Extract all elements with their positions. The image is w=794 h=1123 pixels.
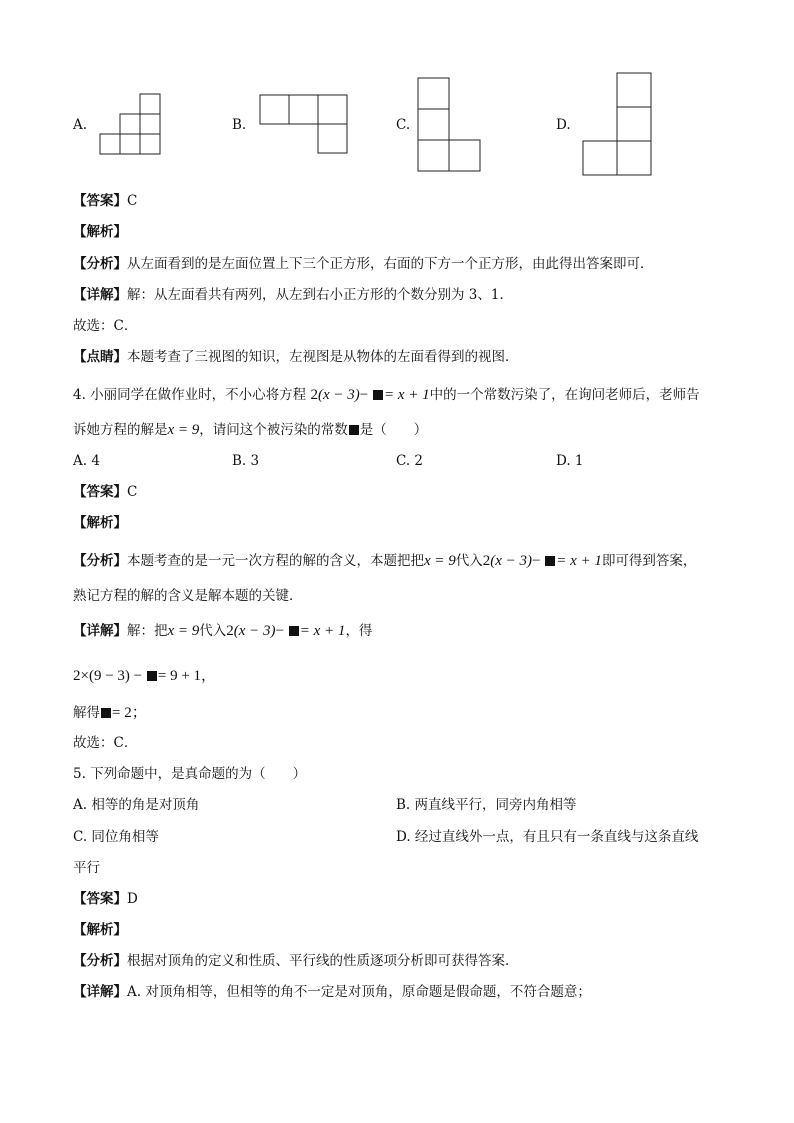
q4-option-b: B. 3 bbox=[232, 453, 260, 469]
q3-answer bbox=[73, 191, 137, 211]
q4-answer bbox=[73, 482, 137, 502]
ink-blot-icon bbox=[373, 390, 383, 400]
calc-expr: 2×(9 − 3) − bbox=[73, 668, 146, 684]
equation-paren: (x − 3) bbox=[233, 623, 276, 639]
xiangjie-text: 解：从左面看共有两列，从左到右小正方形的个数分别为 3、1． bbox=[127, 287, 513, 303]
answer-tag: 【答案】 bbox=[73, 484, 127, 500]
calc-result: = 9 + 1， bbox=[157, 668, 217, 684]
q3-xiangjie bbox=[73, 285, 513, 305]
q4-fenxi-line1 bbox=[73, 551, 696, 571]
option-d-label: D. bbox=[556, 117, 571, 133]
q4-stem-text-2: 中的一个常数污染了，在询问老师后，老师告 bbox=[429, 387, 700, 403]
q3-dianjing bbox=[73, 347, 519, 367]
fenxi-tag: 【分析】 bbox=[73, 553, 127, 569]
q4-fenxi-line2: 熟记方程的解的含义是解本题的关键． bbox=[73, 588, 303, 604]
equation-minus: − bbox=[359, 387, 372, 403]
equation-paren: (x − 3) bbox=[490, 553, 533, 569]
answer-tag: 【答案】 bbox=[73, 193, 127, 209]
q5-stem: 5. 下列命题中，是真命题的为（ ） bbox=[73, 766, 307, 782]
answer-value: C bbox=[127, 193, 138, 209]
xiangjie-tag: 【详解】 bbox=[73, 287, 127, 303]
q5-answer bbox=[73, 889, 138, 909]
dianjing-tag: 【点睛】 bbox=[73, 349, 127, 365]
equation-rhs: = x + 1 bbox=[556, 553, 602, 569]
q4-analysis-heading: 【解析】 bbox=[73, 515, 127, 531]
answer-value: C bbox=[127, 484, 138, 500]
xiangjie-tag: 【详解】 bbox=[73, 984, 127, 1000]
equation-rhs: = x + 1 bbox=[299, 623, 346, 639]
figure-option-d bbox=[581, 71, 653, 179]
q4-stem-text-3: 诉她方程的解是 bbox=[73, 422, 168, 438]
q4-calc bbox=[73, 666, 216, 686]
q5-fenxi bbox=[73, 951, 519, 971]
jiede-value: = 2； bbox=[112, 705, 147, 721]
q3-choice: 故选：C． bbox=[73, 318, 138, 334]
ink-blot-icon bbox=[147, 671, 157, 681]
answer-tag: 【答案】 bbox=[73, 891, 127, 907]
figure-option-c bbox=[416, 76, 482, 172]
fenxi-tag: 【分析】 bbox=[73, 953, 127, 969]
equation-paren: (x − 3) bbox=[317, 387, 360, 403]
ink-blot-icon bbox=[349, 425, 359, 435]
q4-jiede bbox=[73, 703, 147, 723]
fenxi-tag: 【分析】 bbox=[73, 256, 127, 272]
fenxi-text: 从左面看到的是左面位置上下三个正方形，右面的下方一个正方形，由此得出答案即可． bbox=[127, 256, 654, 272]
equation-coef: 2 bbox=[226, 623, 234, 639]
q3-fenxi bbox=[73, 254, 654, 274]
xiangjie-text-2: 代入 bbox=[199, 623, 227, 639]
xiangjie-text-3: ，得 bbox=[345, 623, 373, 639]
q4-xiangjie bbox=[73, 621, 372, 641]
solution-value: x = 9 bbox=[167, 422, 200, 438]
option-c-label: C. bbox=[396, 117, 411, 133]
q5-option-c: C. 同位角相等 bbox=[73, 829, 159, 845]
q3-analysis-heading: 【解析】 bbox=[73, 224, 127, 240]
q5-analysis-heading: 【解析】 bbox=[73, 922, 127, 938]
q5-option-a: A. 相等的角是对顶角 bbox=[73, 797, 200, 813]
q4-stem-text-4: ，请问这个被污染的常数 bbox=[199, 422, 348, 438]
figure-option-a bbox=[98, 92, 162, 156]
q4-option-c: C. 2 bbox=[396, 453, 424, 469]
q4-stem-line2 bbox=[73, 420, 427, 440]
ink-blot-icon bbox=[101, 708, 111, 718]
option-a-label: A. bbox=[73, 117, 88, 133]
xiangjie-text: A. 对顶角相等，但相等的角不一定是对顶角，原命题是假命题，不符合题意； bbox=[127, 984, 591, 1000]
q4-option-a: A. 4 bbox=[73, 453, 100, 469]
q5-option-d-cont: 平行 bbox=[73, 860, 100, 876]
q4-stem-text: 4. 小丽同学在做作业时，不小心将方程 bbox=[73, 387, 307, 403]
fenxi-math: x = 9 bbox=[424, 553, 456, 569]
fenxi-text-2: 代入 bbox=[455, 553, 483, 569]
q4-option-d: D. 1 bbox=[556, 453, 584, 469]
fenxi-text: 根据对顶角的定义和性质、平行线的性质逐项分析即可获得答案． bbox=[127, 953, 519, 969]
xiangjie-math: x = 9 bbox=[167, 623, 200, 639]
ink-blot-icon bbox=[545, 556, 555, 566]
q4-choice: 故选：C． bbox=[73, 735, 138, 751]
q4-stem-text-5: 是（ ） bbox=[359, 422, 428, 438]
xiangjie-tag: 【详解】 bbox=[73, 623, 127, 639]
jiede-text: 解得 bbox=[73, 705, 100, 721]
equation-minus: − bbox=[532, 553, 545, 569]
answer-value: D bbox=[127, 891, 138, 907]
option-b-label: B. bbox=[232, 117, 247, 133]
q5-option-d: D. 经过直线外一点，有且只有一条直线与这条直线 bbox=[396, 829, 699, 845]
equation-coef: 2 bbox=[482, 553, 491, 569]
dianjing-text: 本题考查了三视图的知识，左视图是从物体的左面看得到的视图． bbox=[127, 349, 519, 365]
equation-minus: − bbox=[275, 623, 288, 639]
q5-xiangjie bbox=[73, 982, 591, 1002]
equation-rhs: = x + 1 bbox=[383, 387, 430, 403]
q4-stem-line1 bbox=[73, 385, 700, 405]
q5-option-b: B. 两直线平行，同旁内角相等 bbox=[396, 797, 577, 813]
fenxi-text: 本题考查的是一元一次方程的解的含义，本题把把 bbox=[127, 553, 424, 569]
fenxi-text-3: 即可得到答案， bbox=[601, 553, 697, 569]
xiangjie-text: 解：把 bbox=[127, 623, 168, 639]
figure-option-b bbox=[258, 93, 350, 155]
equation-coef: 2 bbox=[310, 387, 318, 403]
ink-blot-icon bbox=[289, 626, 299, 636]
